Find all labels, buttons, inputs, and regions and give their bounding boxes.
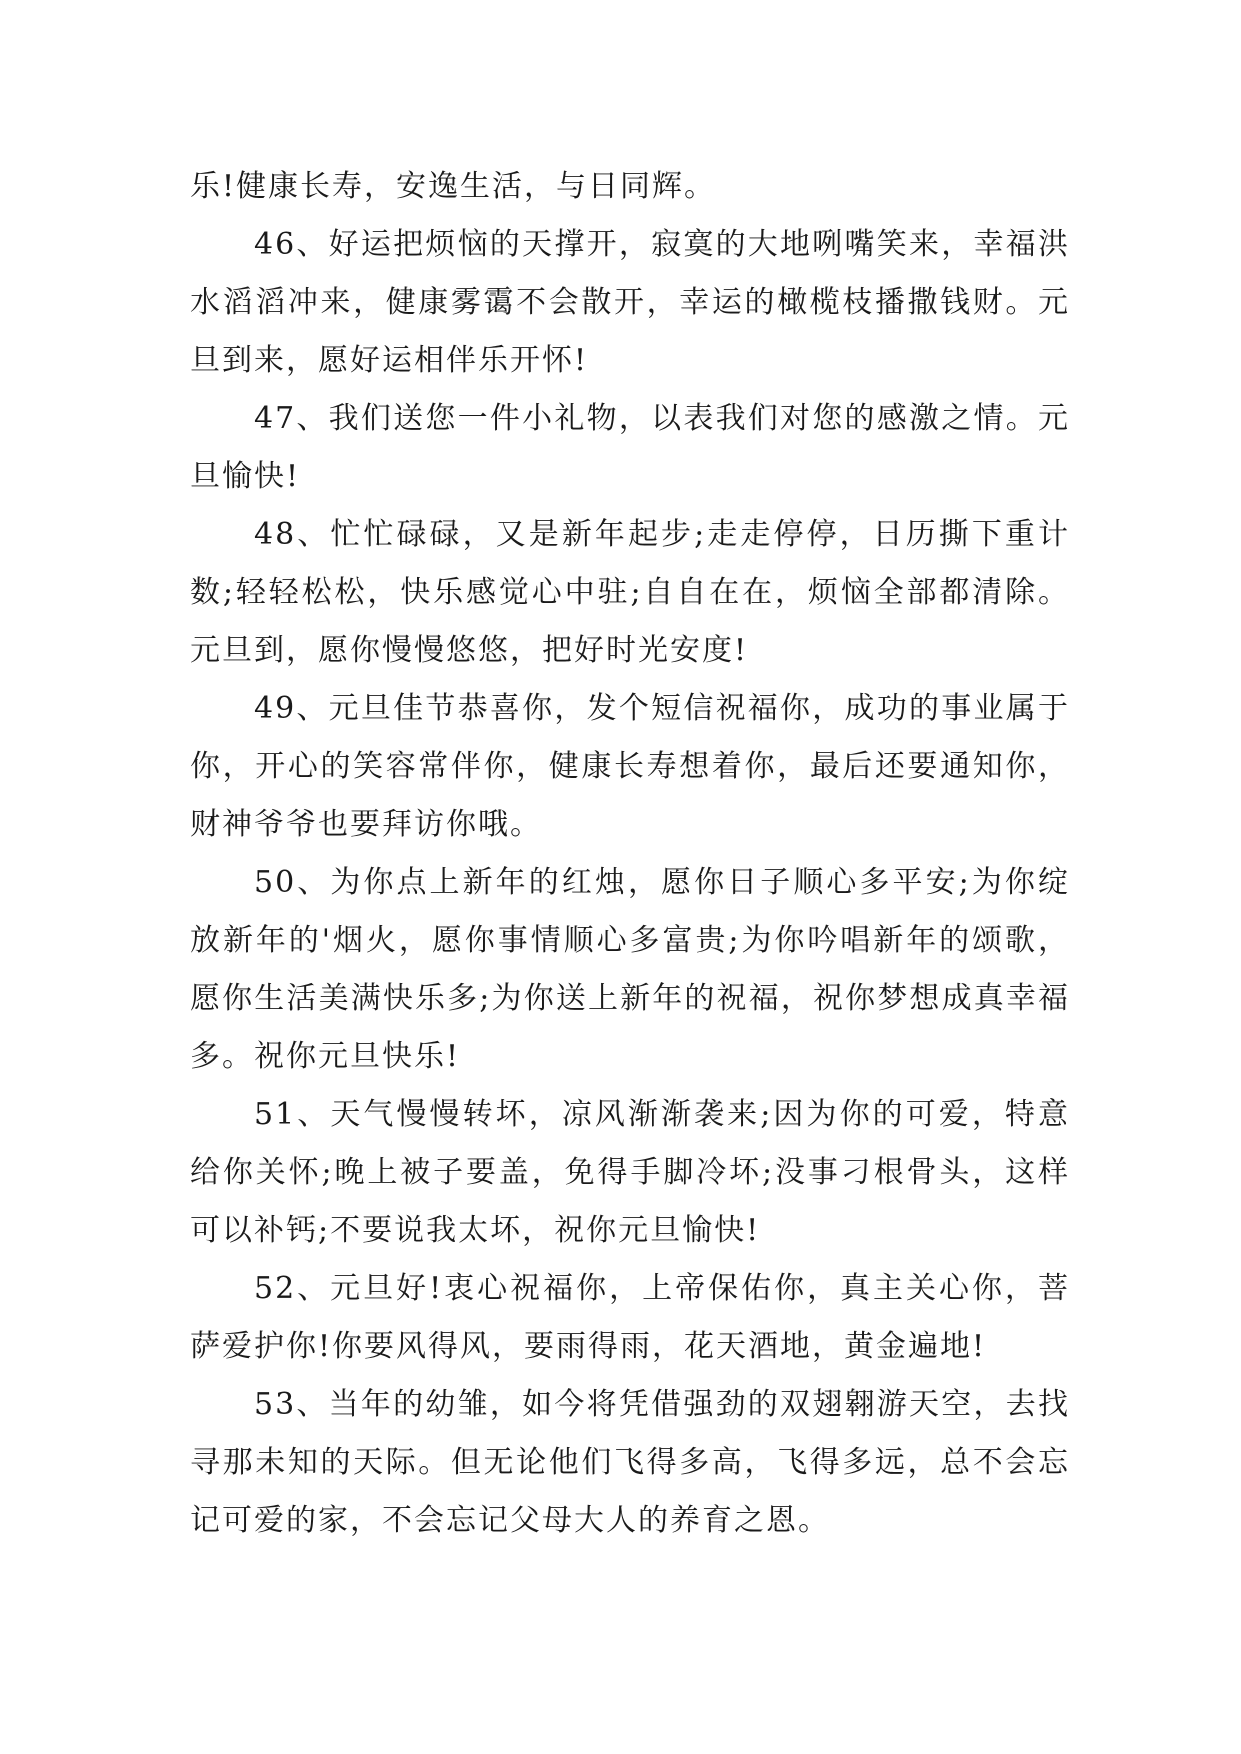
paragraph-47: 47、我们送您一件小礼物，以表我们对您的感激之情。元旦愉快!: [190, 401, 1070, 494]
paragraph-52: 52、元旦好!衷心祝福你，上帝保佑你，真主关心你，菩萨爱护你!你要风得风，要雨得雨，花天酒地，黄金遍地!: [190, 1271, 1070, 1364]
paragraph-53: 53、当年的幼雏，如今将凭借强劲的双翅翱游天空，去找寻那未知的天际。但无论他们飞得多高，飞得多远，总不会忘记可爱的家，不会忘记父母大人的养育之恩。: [190, 1387, 1070, 1538]
document-body: [190, 158, 1070, 1550]
paragraph-49: 49、元旦佳节恭喜你，发个短信祝福你，成功的事业属于你，开心的笑容常伴你，健康长寿想着你，最后还要通知你，财神爷爷也要拜访你哦。: [190, 691, 1070, 842]
paragraph-50: 50、为你点上新年的红烛，愿你日子顺心多平安;为你绽放新年的'烟火，愿你事情顺心多富贵;为你吟唱新年的颂歌，愿你生活美满快乐多;为你送上新年的祝福，祝你梦想成真幸福多。祝你元旦快乐!: [190, 865, 1070, 1074]
paragraph-continuation: 乐!健康长寿，安逸生活，与日同辉。: [190, 169, 717, 204]
paragraph-48: 48、忙忙碌碌，又是新年起步;走走停停，日历撕下重计数;轻轻松松，快乐感觉心中驻;自自在在，烦恼全部都清除。元旦到，愿你慢慢悠悠，把好时光安度!: [190, 517, 1070, 668]
paragraph-51: 51、天气慢慢转坏，凉风渐渐袭来;因为你的可爱，特意给你关怀;晚上被子要盖，免得手脚冷坏;没事刁根骨头，这样可以补钙;不要说我太坏，祝你元旦愉快!: [190, 1097, 1070, 1248]
paragraph-46: 46、好运把烦恼的天撑开，寂寞的大地咧嘴笑来，幸福洪水滔滔冲来，健康雾霭不会散开，幸运的橄榄枝播撒钱财。元旦到来，愿好运相伴乐开怀!: [190, 227, 1070, 378]
